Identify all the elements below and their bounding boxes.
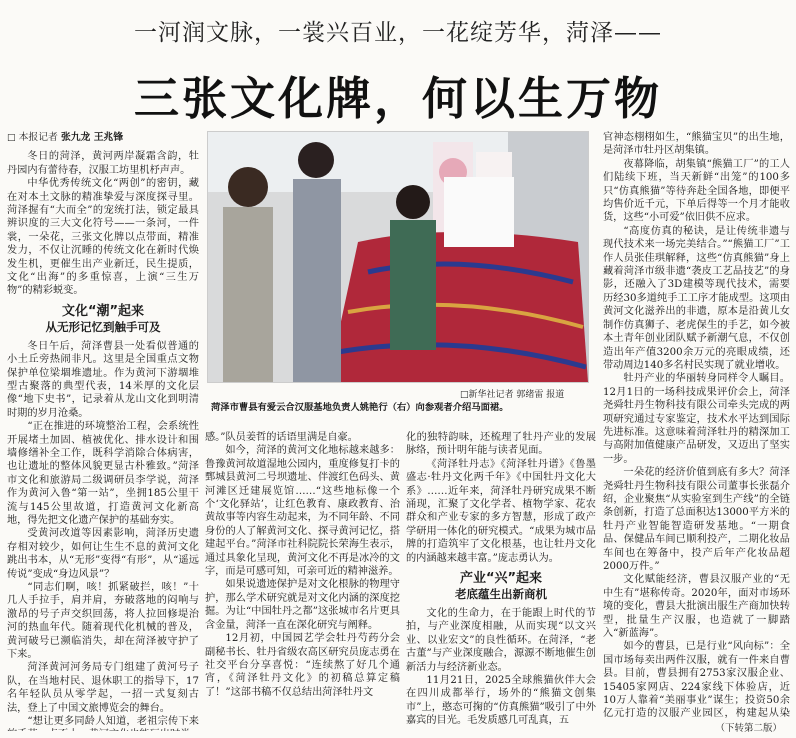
paragraph: 《菏泽牡丹志》《菏泽牡丹谱》《鲁墨盛志·牡丹文化两千年》《中国牡丹文化大系》……近年来，菏泽牡丹研究成果不断涌现，汇聚了文化学者、植物学家、花农群众和产业专家的多方智慧，形成了政产学研用一体化的研究模式。“成果为城市品牌的打造筑牢了文化根基，也让牡丹文化的内涵越来越丰富。”庞志勇认为。 bbox=[406, 458, 596, 564]
kicker-title: 一河润文脉，一裳兴百业，一花绽芳华，菏泽—— bbox=[134, 20, 662, 46]
byline-reporters: 张九龙 王兆锋 bbox=[60, 132, 124, 143]
paragraph: 牡丹产业的华丽转身同样令人瞩目。12月1日的一场科技成果评价会上，菏泽尧舜牡丹生物科技有限公司牵头完成的两项研究通过专家鉴定，技术水平达到国际先进标准。这意味着菏泽牡丹的精深加工与高附加值健康产品研发，又迈出了坚实一步。 bbox=[603, 373, 790, 465]
paragraph: 夜幕降临，胡集镇“熊猫工厂”的工人们陆续下班，当天新鲜“出笼”的100多只“仿真熊猫”等待奔赴全国各地，即便平均售价近千元，下单后得等一个月才能收货，这些“小可爱”依旧供不应求。 bbox=[603, 158, 790, 224]
photo-credit-mark: □ bbox=[460, 390, 469, 400]
paragraph: 文化赋能经济，曹县汉服产业的“无中生有”堪称传奇。2020年，面对市场环境的变化，曹县大批演出服生产商加快转型，批量生产汉服，也造就了一脚踏入“新蓝海”。 bbox=[603, 574, 790, 640]
article-column-4 bbox=[603, 131, 790, 719]
paragraph: 化的独特韵味，还梳理了牡丹产业的发展脉络，预计明年能与读者见面。 bbox=[406, 432, 596, 457]
byline-role: 本报记者 bbox=[18, 132, 58, 143]
paragraph: 文化的生命力，在于能跟上时代的节拍，与产业深度相融，从而实现“以文兴业、以业宏文”的良性循环。在菏泽，“老古董”与产业深度融合，源源不断地催生创新活力与经济新业态。 bbox=[406, 607, 596, 673]
article-column-2 bbox=[205, 431, 400, 731]
section-heading: 文化“潮”起来 bbox=[61, 303, 145, 319]
paragraph: “正在推进的环境整治工程，会系统性开展堵土加固、植被优化、排水设计和围墙修缮补全工作，既科学消除合体病害，也让遗址的整体风貌更显古朴雅致。”菏泽市文化和旅游局二级调研员李学说，菏泽作为黄河入鲁“第一站”，坐拥185公里干流与145公里故道，打造黄河文化新高地，得先把文化遗产保护的基础夯实。 bbox=[7, 421, 199, 526]
paragraph: 如果说遗迹保护是对文化根脉的物理守护，那么学术研究就是对文化内涵的深度挖掘。为让“中国牡丹之都”这张城市名片更具含金量，菏泽一直在深化研究与阐释。 bbox=[205, 579, 400, 631]
byline-mark: □ bbox=[7, 133, 16, 143]
photo-credit bbox=[460, 387, 564, 400]
paragraph: 如今，菏泽的黄河文化地标越来越多：鲁豫黄河故道湿地公园内，重度修复打卡的鄄城县黄河二号坝遗址、伴渡红色码头、黄河滩区迁建展览馆……“这些地标像一个个‘文化驿站’，让红色教育、康政教育、治黄故事等内容生动起来，为不同年龄、不同身份的人了解黄河文化、探寻黄河记忆，搭建起平台。”菏泽市社科院院长荣海生表示，通过具象化呈现，黄河文化不再是冰冷的文字，而是可感可知，可亲可近的精神滋养。 bbox=[205, 445, 400, 578]
paragraph: 菏泽黄河河务局专门组建了黄河号子队，在当地村民、退休职工的指导下，17名年轻队员从零学起，一招一式复刻古法，登上了中国文旅博览会的舞台。 bbox=[7, 662, 199, 714]
paragraph: 感。”队员姜哲的话语里满是自豪。 bbox=[205, 432, 358, 443]
photo-illustration bbox=[208, 132, 588, 382]
paragraph: 冬日午后，菏泽曹县一处看似普通的小土丘旁热闹非凡。这里是全国重点文物保护单位梁堌堆遗址。作为黄河下游堌堆型古聚落的典型代表，14米厚的文化层像“地下史书”，记录着从龙山文化到明清时期的岁月沧桑。 bbox=[7, 340, 199, 419]
paragraph: 11月21日，2025全球熊猫伙伴大会在四川成都举行，场外的“熊猫文创集市”上，憨态可掬的“仿真熊猫”吸引了中外嘉宾的目光。毛发质感几可乱真，五 bbox=[406, 674, 596, 727]
paragraph: 冬日的菏泽，黄河两岸凝霜含韵，牡丹园内有蕾待春，汉服工坊里机杼声声。 bbox=[7, 151, 199, 176]
paragraph: “高度仿真的秘诀，是让传统非遗与现代技术来一场完美结合。”“熊猫工厂”工作人员张佳琪解释，这些“仿真熊猫”身上藏着菏泽市级非遗“袭皮工艺品技艺”的身影，还融入了3D建模等现代技术，需要历经30多道纯手工工序才能成型。这项由黄河文化滋养出的非遗，原本是沿黄儿女制作仿真狮子、老虎保生的手艺，如今被本土青年创业团队赋予新潮气息，不仅创造出年产值3200余万元的亮眼成绩，还带动周边140多名村民实现了就业增收。 bbox=[603, 225, 790, 371]
continued-note: （下转第二版） bbox=[715, 723, 782, 734]
article-photo bbox=[207, 131, 589, 383]
section-subheading: 老底蕴生出新商机 bbox=[455, 587, 547, 602]
paragraph: 如今的曹县，已是行业“风向标”：全国市场每卖出两件汉服，就有一件来自曹县。目前，曹县拥有2753家汉服企业、15405家网店、224家线下体验店，近10万人靠着“美丽事业”谋生；投资50余亿元打造的汉服产业园区，构建起从染 bbox=[603, 641, 790, 719]
section-heading: 产业“兴”起来 bbox=[459, 571, 543, 587]
photo-caption: 菏泽市曹县有爱云合汉服基地负责人姚艳行（右）向参观者介绍马面裙。 bbox=[211, 402, 509, 413]
paragraph: 受黄河改道等因素影响，菏泽历史遗存相对较少，如何让生生不息的黄河文化跳出书本，从“无形”变得“有形”，从“遥远传说”变成“身边风景”？ bbox=[7, 528, 199, 580]
byline bbox=[7, 131, 199, 145]
paragraph: 中华优秀传统文化“两创”的密钥，藏在对本土文脉的精准挚爱与深度探寻里。菏泽握有“大而全”的宠统打法，锁定最具辨识度的三大文化符号——一条河，一件裳，一朵花，三张文化牌以点带面，精准发力，不仅让沉睡的传统文化在新时代焕发生机，更催生出产业新迁，民生提质，文化“出海”的多重惊喜，上演“三生万物”的精彩蜕变。 bbox=[7, 178, 199, 297]
paragraph: “想让更多同龄人知道，老祖宗传下来 bbox=[27, 716, 199, 728]
paragraph: “同志们啊，咳！抓紧破拦，咳！”十几人手拉手，肩并肩，夯破落地的闷响与激昂的号子声交织回荡，将人拉回修堤治河的热血年代。随着现代化机械的普及，黄河破号已濒临消失，却在菏泽被守护了下来。 bbox=[7, 582, 199, 661]
paragraph: 官神态栩栩如生，“熊猫宝贝”的出生地，是菏泽市牡丹区胡集镇。 bbox=[603, 132, 790, 157]
article-column-3 bbox=[406, 431, 596, 731]
section-subheading: 从无形记忆到触手可及 bbox=[45, 320, 161, 335]
main-headline: 三张文化牌，何以生万物 bbox=[133, 72, 662, 125]
photo-credit-text: 新华社记者 郭绪雷 报道 bbox=[468, 390, 565, 400]
article-column-1 bbox=[7, 131, 199, 731]
paragraph: 一朵花的经济价值到底有多大？菏泽尧舜牡丹生物科技有限公司董事长张磊介绍，企业聚焦“从实验室到生产线”的全链条创新，打造了总面积达13000平方米的牡丹产业智能智造研发基地。“一期食品、保健品车间已顺利投产，二期化妆品车间也在筹备中，投产后年产化妆品超2000万件。” bbox=[603, 467, 790, 572]
paragraph: 12月初，中国园艺学会牡丹芍药分会副秘书长、牡丹省级农高区研究员庞志勇在社交平台分享喜悦：“连续熬了好几个通宵，《菏泽牡丹文化》的初稿总算定稿了！”这部书稿不仅总结出菏泽牡丹文 bbox=[205, 633, 400, 698]
